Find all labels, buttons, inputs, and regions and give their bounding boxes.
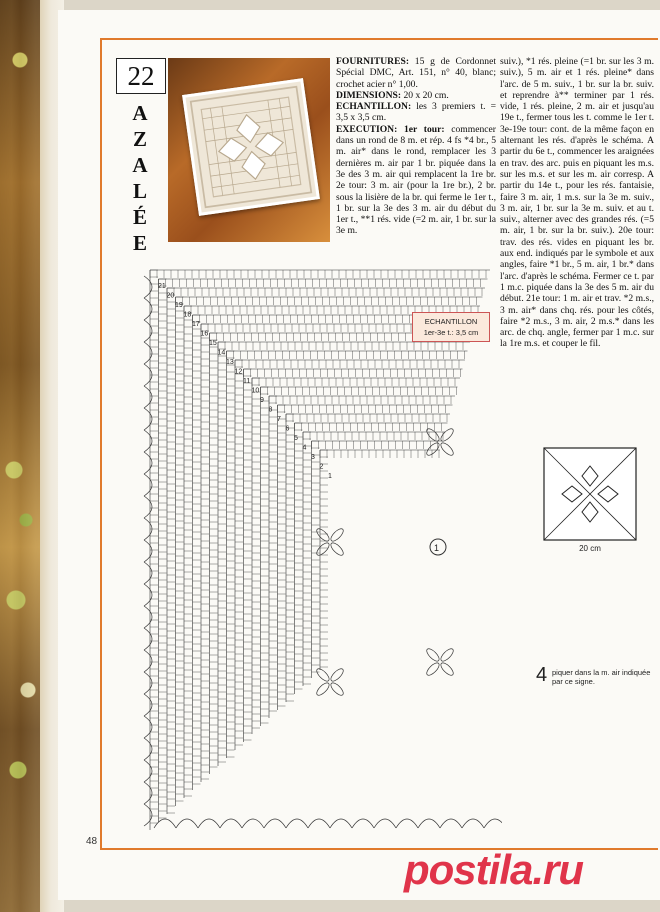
- legend-text: piquer dans la m. air indiquée par ce signe.: [552, 668, 651, 686]
- edge-scallop: [418, 819, 440, 828]
- round-number-label: 4: [302, 444, 307, 452]
- round-number-label: 5: [294, 435, 298, 442]
- doily-image: [182, 78, 320, 216]
- spider-motif-petal: [329, 541, 345, 557]
- edge-scallop: [144, 694, 152, 716]
- execution-label: EXECUTION: 1er tour:: [336, 123, 445, 135]
- edge-scallop: [462, 819, 484, 828]
- round-number-label: 13: [226, 359, 234, 366]
- round-number-label: 2: [319, 463, 324, 471]
- edge-scallop: [440, 819, 462, 828]
- edge-scallop: [264, 819, 286, 828]
- spider-motif-petal: [329, 527, 345, 543]
- spider-motif-petal: [329, 667, 345, 683]
- round-number-label: 14: [217, 349, 226, 357]
- page-number: 48: [86, 836, 98, 847]
- pattern-number: 22: [116, 58, 166, 94]
- instructions-column-2: suiv.), *1 rés. pleine (=1 br. sur les 3 m. suiv.), 5 m. air et 1 rés. pleine* dans l'arc. de 5 m. suiv., 1 br. sur la br. suiv. et reprendre à** terminer par 1 rés. vide, 1 rés. pleine, 2 m. air et jusqu'au 19e t., fermer tous les t. comme le 1er t. 3e-19e tour: cont. de la même façon en alternant les rés. d'après le schéma. A partir du 6e t., commencer les araignées en trav. des arc. puis en piquant les m.s. sur les m.s. et sur les m. air corresp. A partir du 14e t., pour les rés. fantaisie, faire 3 m. air, 1 m.s. sur la 3e m. suiv., 3 m. air, 1 br. sur la 3e m. suiv. et au t. suiv., alterner avec des grandes rés. (=5 m. air, 1 br. sur la br. suiv.). 20e tour: trav. des rés. vides en piquant les br. aux end. indiqués par le symbole et aux angles, faire *1 br., 5 m. air, 1 br.* dans l'arc. d'après le schéma. Fermer ce t. par 1 m.c. piquée dans la 3e des 5 m. air du début. 21e tour: 1 m. air et trav. *2 m.s., 3 m. air* dans chq. rés. pour les côtés, faire *2 m.s., 3 m. air, 2 m.s.* dans les arc. de chq. angle, fermer par 1 m.c. sur la 1re m.s. et couper le fil.: [500, 56, 654, 350]
- square-diagram-graphic: [540, 446, 640, 546]
- echantillon-box-title: ECHANTILLON: [424, 317, 478, 326]
- echantillon-box-text: 1er-3e t.: 3,5 cm: [423, 328, 479, 337]
- round-number-label: 10: [251, 387, 260, 395]
- edge-scallop: [144, 650, 152, 672]
- edge-scallop: [144, 386, 152, 408]
- spider-motif-petal: [425, 427, 441, 443]
- edge-scallop: [308, 819, 330, 828]
- edge-scallop: [242, 819, 264, 828]
- spider-motif-petal: [425, 647, 441, 663]
- edge-scallop: [144, 540, 152, 562]
- title-letter: É: [132, 205, 147, 229]
- edge-scallop: [144, 584, 152, 606]
- edge-scallop: [144, 408, 152, 430]
- edge-scallop: [220, 819, 242, 828]
- instructions-column-1: [336, 56, 496, 237]
- spider-motif-petal: [439, 647, 455, 663]
- edge-scallop: [144, 496, 152, 518]
- edge-scallop: [144, 804, 152, 826]
- round-number-label: 8: [268, 406, 273, 414]
- round-number-label: 19: [175, 302, 183, 309]
- edge-scallop: [144, 474, 152, 496]
- pattern-title: [116, 100, 164, 256]
- edge-scallop: [330, 819, 352, 828]
- edge-scallop: [286, 819, 308, 828]
- spider-motif-petal: [315, 681, 331, 697]
- fournitures-label: FOURNITURES:: [336, 56, 410, 67]
- edge-scallop: [396, 819, 418, 828]
- edge-scallop: [144, 276, 152, 298]
- edge-scallop: [144, 738, 152, 760]
- watermark: postila.ru: [404, 846, 584, 893]
- echantillon-box: [412, 312, 490, 342]
- edge-scallop: [144, 606, 152, 628]
- title-letter: A: [132, 101, 148, 125]
- title-letter: E: [132, 231, 147, 255]
- spider-motif-petal: [439, 441, 455, 457]
- spider-motif-petal: [329, 681, 345, 697]
- spider-motif-petal: [425, 661, 441, 677]
- title-letter: Z: [132, 127, 147, 151]
- round-number-label: 1: [328, 473, 332, 480]
- center-ring-label: 1: [434, 543, 440, 553]
- dimension-label: 20 cm: [579, 544, 601, 553]
- title-letter: A: [132, 153, 148, 177]
- doily-pattern-graphic: [185, 81, 316, 212]
- round-number-label: 11: [243, 378, 251, 385]
- round-number-label: 7: [277, 416, 281, 423]
- edge-scallop: [144, 716, 152, 738]
- spider-motif-petal: [315, 527, 331, 543]
- echantillon-label: ECHANTILLON:: [336, 101, 412, 113]
- execution-text: commencer dans un rond de 8 m. et rép. 4 fs *4 br., 5 m. air* dans le rond, remplacer les 3 dernières m. air par 1 br. piquée dans la 3e des 3 m. air qui remplacent la 1re br. 2e tour: 3 m. air (pour la 1re br.), 2 br. sous la lisière de la br. qui ferme le 1er t., 1 br. sur la 3e des 3 m. air du début du 1er t., **1 rés. vide (=2 m. air, 1 br. sur la 3e m.: [336, 123, 496, 237]
- dimensions-label: DIMENSIONS:: [336, 89, 402, 101]
- edge-scallop: [352, 819, 374, 828]
- echantillon-text: les 3 premiers t. = 3,5 x 3,5 cm.: [336, 101, 496, 124]
- spider-motif-petal: [425, 441, 441, 457]
- fournitures-text: 15 g de Cordonnet Spécial DMC, Art. 151, n° 40, blanc; crochet acier n° 1,00.: [336, 56, 496, 90]
- edge-scallop: [374, 819, 396, 828]
- edge-scallop: [144, 342, 152, 364]
- round-number-label: 3: [311, 454, 315, 461]
- layout-diagram: [540, 446, 640, 546]
- round-number-label: 21: [158, 283, 166, 290]
- edge-scallop: [144, 320, 152, 342]
- edge-scallop: [144, 628, 152, 650]
- spider-motif-petal: [315, 541, 331, 557]
- title-letter: L: [132, 179, 147, 203]
- edge-scallop: [144, 562, 152, 584]
- dimensions-text: 20 x 20 cm.: [401, 89, 449, 101]
- spider-motif-petal: [439, 661, 455, 677]
- doily-photo: [168, 58, 330, 242]
- flower-photo-strip: [0, 0, 40, 912]
- edge-scallop: [176, 819, 198, 828]
- legend-symbol: 4: [536, 664, 548, 686]
- crochet-chart: [140, 262, 502, 834]
- round-number-label: 12: [234, 368, 243, 376]
- round-number-label: 18: [183, 311, 192, 319]
- edge-scallop: [144, 782, 152, 804]
- round-number-label: 6: [285, 425, 290, 433]
- round-number-label: 9: [260, 397, 264, 404]
- edge-scallop: [154, 819, 176, 828]
- spider-motif-petal: [315, 667, 331, 683]
- edge-scallop: [144, 760, 152, 782]
- round-number-label: 15: [209, 340, 217, 347]
- round-number-label: 16: [200, 330, 209, 338]
- round-number-label: 17: [192, 321, 200, 328]
- edge-scallop: [198, 819, 220, 828]
- round-number-label: 20: [166, 292, 175, 300]
- edge-scallop: [484, 819, 502, 828]
- edge-scallop: [144, 298, 152, 320]
- crochet-chart-graphic: [140, 262, 502, 834]
- edge-scallop: [144, 452, 152, 474]
- edge-scallop: [144, 430, 152, 452]
